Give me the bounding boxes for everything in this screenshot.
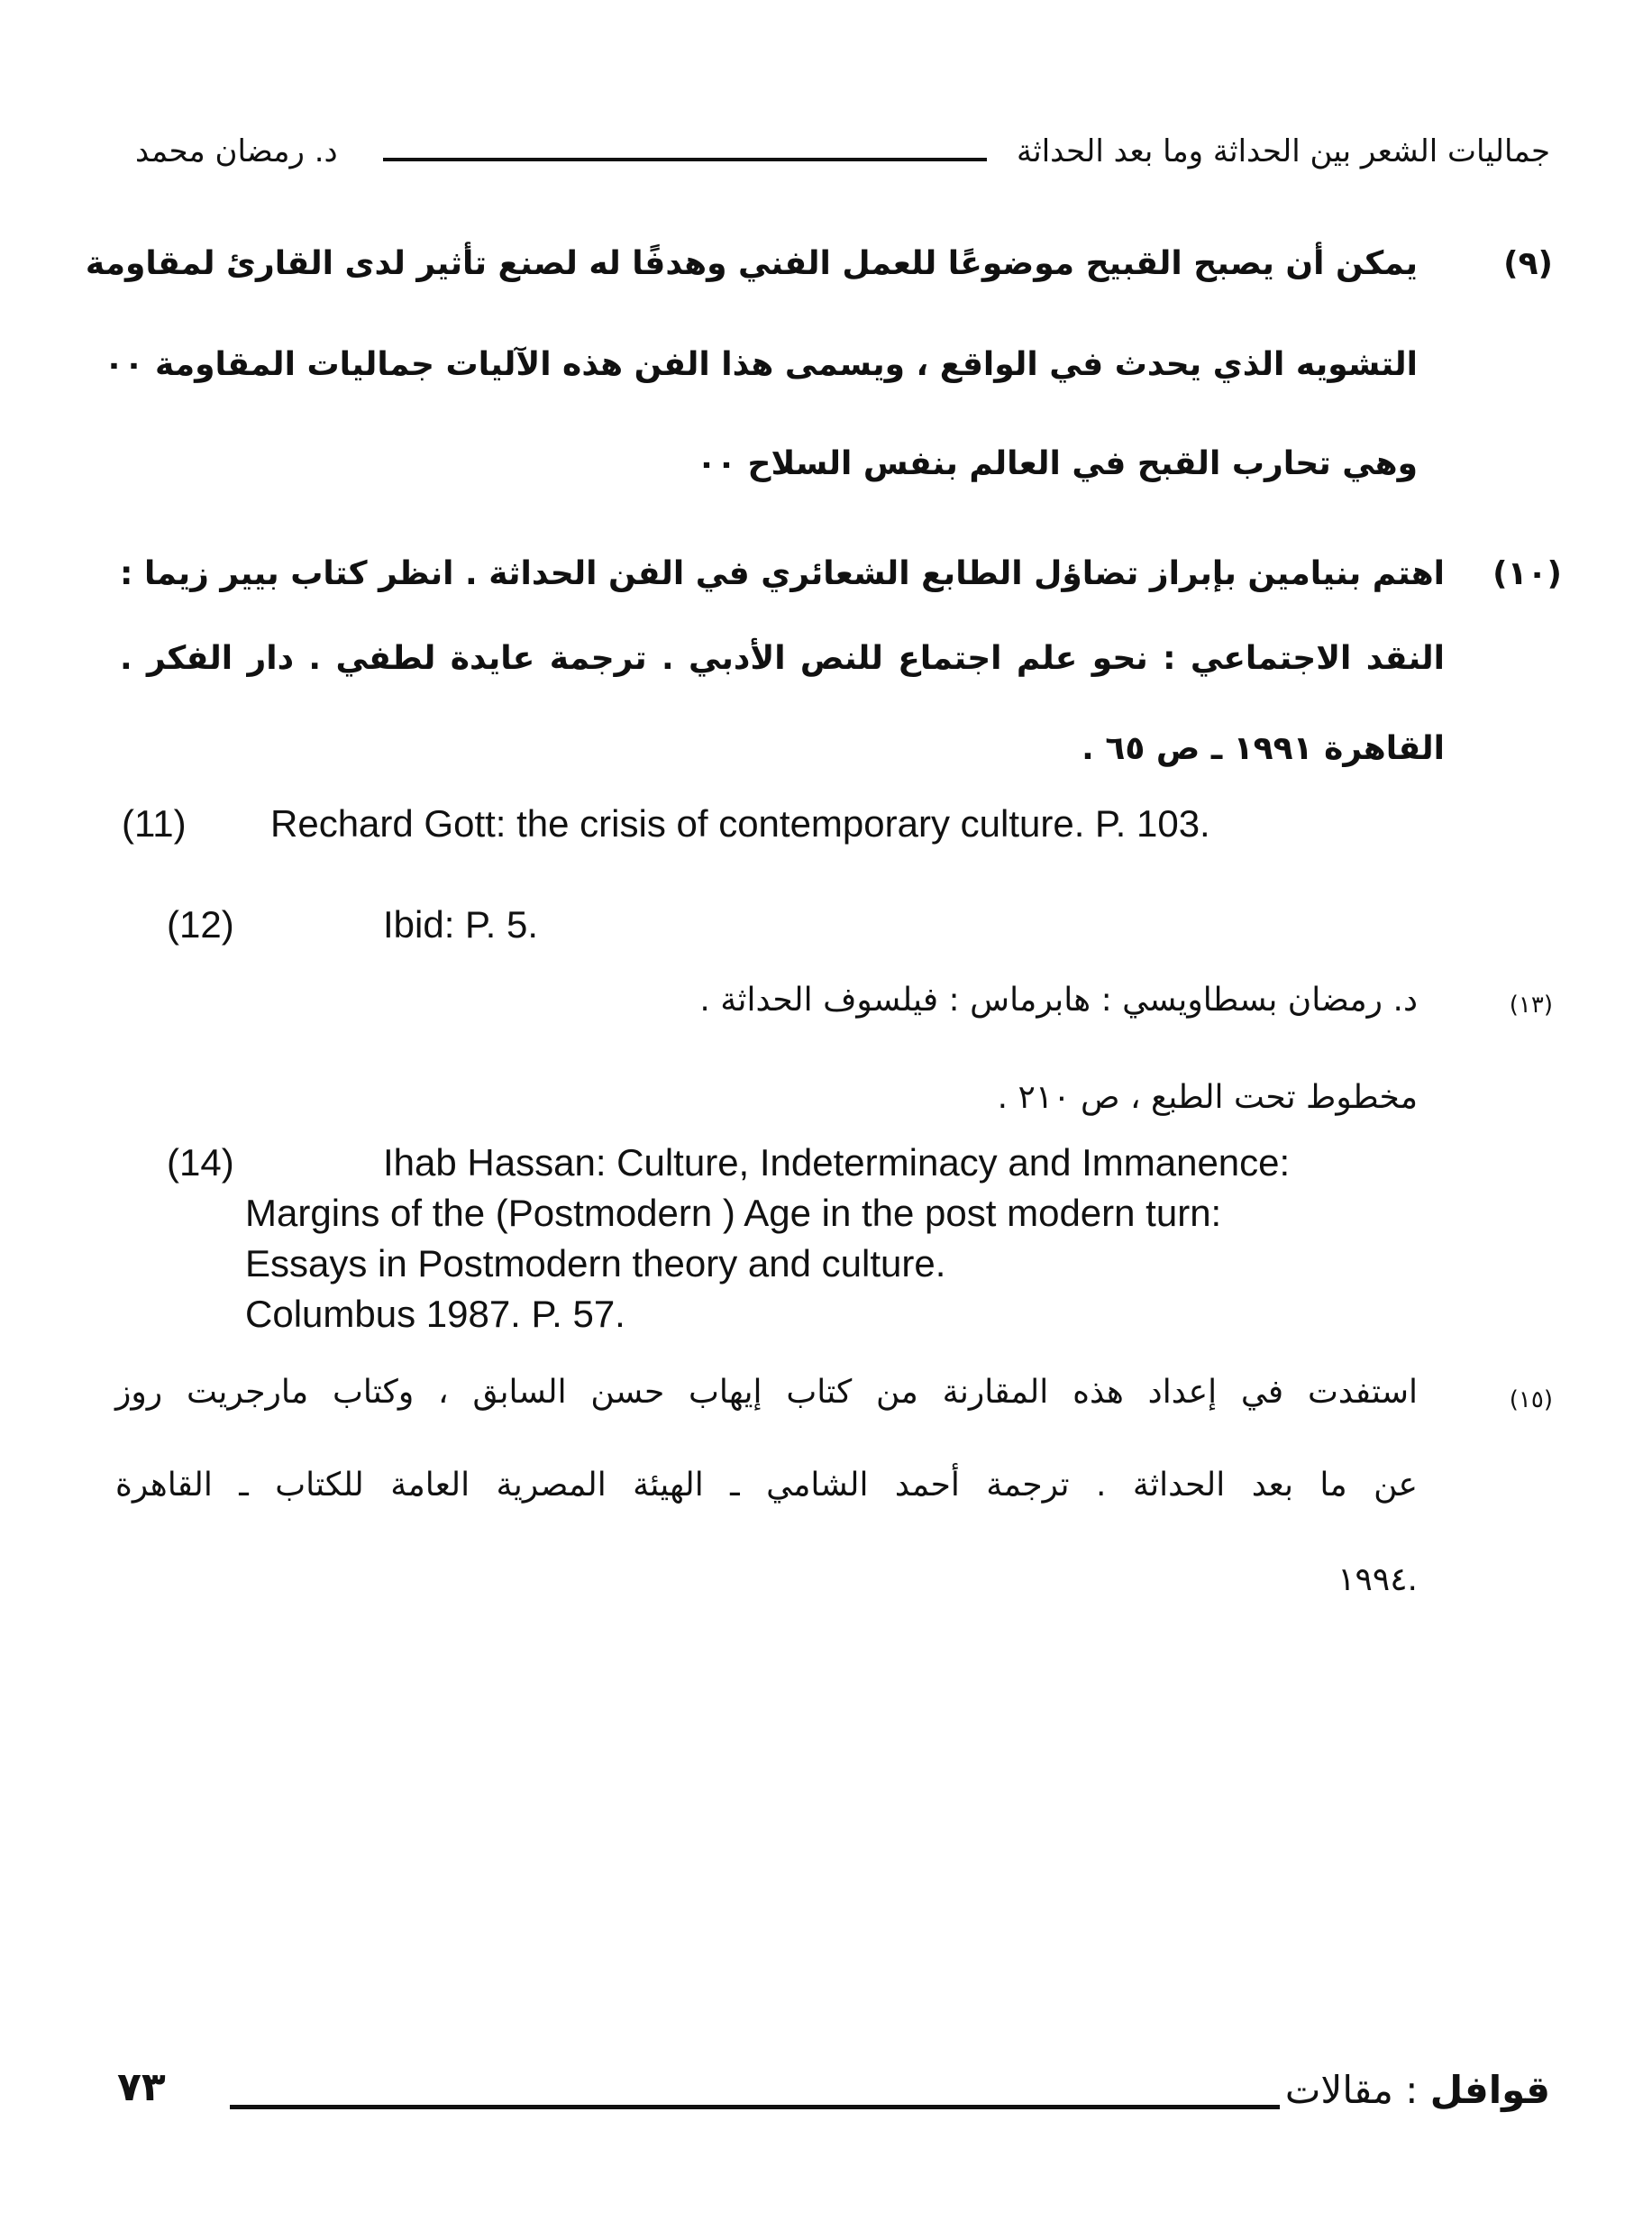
footnote-line: Essays in Postmodern theory and culture.: [245, 1242, 946, 1285]
journal-section: : مقالات: [1284, 2068, 1430, 2112]
footnote-number: (١٥): [1509, 1386, 1553, 1413]
page-footer: [108, 2064, 1550, 2127]
footnote-line: Ihab Hassan: Culture, Indeterminacy and Immanence:: [383, 1141, 1291, 1184]
footnote-line: Ibid: P. 5.: [383, 903, 539, 946]
journal-label: [1285, 2068, 1550, 2112]
author-name: د. رمضان محمد: [135, 133, 338, 169]
footnote-line: استفدت في إعداد هذه المقارنة من كتاب إيهاب حسن السابق ، وكتاب مارجريت روز: [115, 1374, 1418, 1411]
running-header: [135, 133, 1550, 178]
footnote-line: Columbus 1987. P. 57.: [245, 1293, 625, 1335]
footnote-line: Margins of the (Postmodern ) Age in the post modern turn:: [245, 1192, 1222, 1234]
book-title: جماليات الشعر بين الحداثة وما بعد الحداثة: [1017, 133, 1550, 169]
footnote-line: .١٩٩٤: [1337, 1561, 1418, 1598]
footnote-number: (٩): [1503, 245, 1553, 282]
footnote-line: د. رمضان بسطاويسي : هابرماس : فيلسوف الحداثة .: [699, 982, 1418, 1019]
page-number: ٧٣: [117, 2064, 166, 2110]
footnote-line: عن ما بعد الحداثة . ترجمة أحمد الشامي ـ الهيئة المصرية العامة للكتاب ـ القاهرة: [115, 1467, 1418, 1504]
footnote-number: (١٣): [1509, 992, 1553, 1019]
footnote-number: (14): [167, 1141, 234, 1184]
footnote-line: التشويه الذي يحدث في الواقع ، ويسمى هذا الفن هذه الآليات جماليات المقاومة ٠٠: [104, 346, 1418, 383]
footnote-line: Rechard Gott: the crisis of contemporary culture. P. 103.: [270, 802, 1210, 845]
footer-rule: [230, 2105, 1280, 2109]
journal-name: قوافل: [1429, 2068, 1550, 2112]
header-rule: [383, 158, 987, 161]
footnote-number: (١٠): [1492, 555, 1562, 592]
footnote-line: القاهرة ١٩٩١ ـ ص ٦٥ .: [1082, 730, 1445, 767]
footnote-line: النقد الاجتماعي : نحو علم اجتماع للنص الأدبي . ترجمة عايدة لطفي . دار الفكر .: [120, 640, 1445, 677]
footnote-number: (11): [122, 802, 187, 845]
footnote-line: مخطوط تحت الطبع ، ص ٢١٠ .: [997, 1079, 1418, 1116]
footnote-number: (12): [167, 903, 234, 946]
footnote-line: اهتم بنيامين بإبراز تضاؤل الطابع الشعائري في الفن الحداثة . انظر كتاب بيير زيما :: [120, 555, 1445, 592]
footnote-line: يمكن أن يصبح القبيح موضوعًا للعمل الفني وهدفًا له لصنع تأثير لدى القارئ لمقاومة: [85, 245, 1418, 282]
footnote-line: وهي تحارب القبح في العالم بنفس السلاح ٠٠: [697, 445, 1418, 482]
